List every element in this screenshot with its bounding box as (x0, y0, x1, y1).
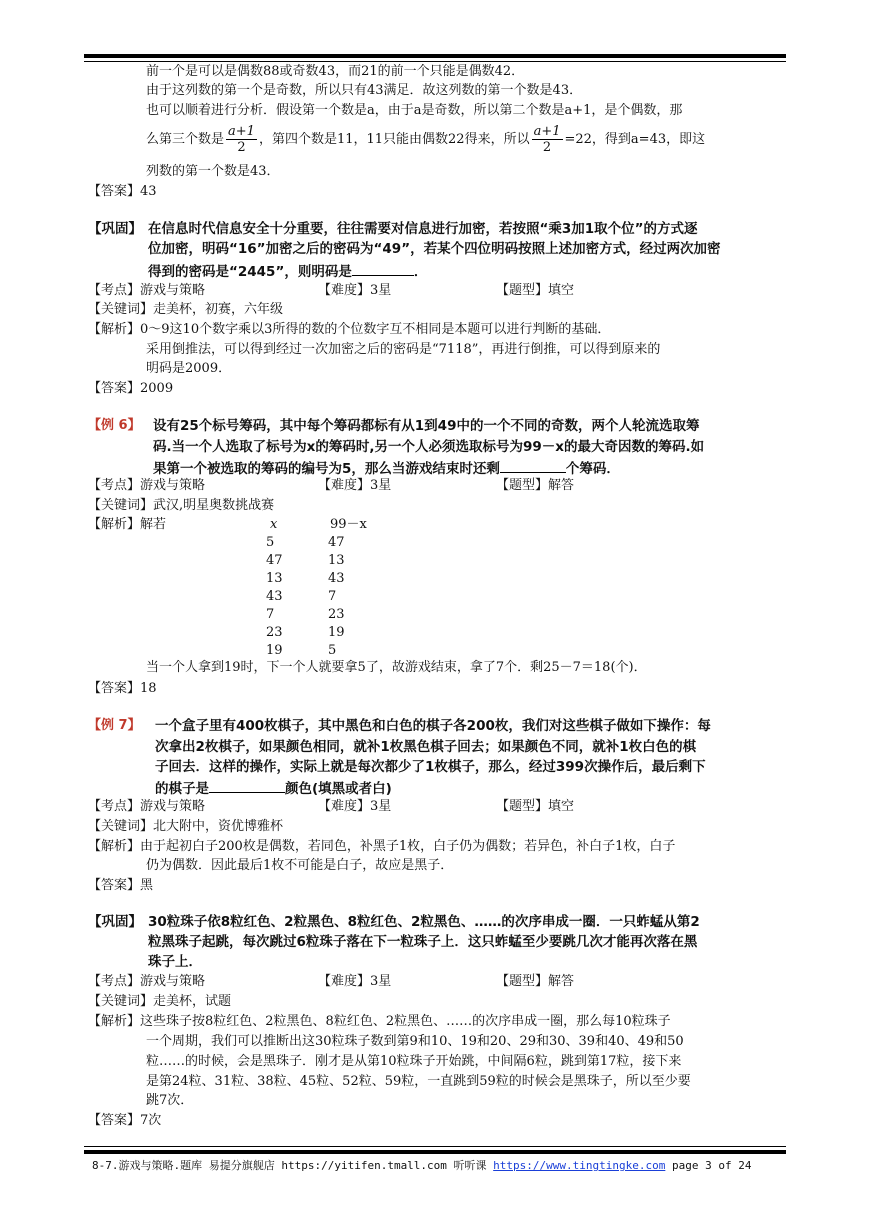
answer-line (88, 680, 157, 698)
label: 【考点】 (88, 478, 141, 493)
answer-value: 43 (140, 184, 157, 199)
answer-line (88, 1112, 161, 1130)
question-text: ． (413, 264, 428, 280)
answer-label: 【答案】 (88, 878, 141, 893)
meta-keywords (88, 497, 274, 515)
table-cell-x: 5 (266, 535, 275, 550)
question-line: 粒黑珠子起跳，每次跳过6粒珠子落在下一粒珠子上．这只蚱蜢至少要跳几次才能再次落在黑 (148, 934, 698, 950)
analysis-line: 粒……的时候，会是黑珠子．刚才是从第10粒珠子开始跳，中间隔6粒，跳到第17粒，接下来 (146, 1054, 682, 1069)
question-line: 一个盒子里有400枚棋子，其中黑色和白色的棋子各200枚，我们对这些棋子做如下操作：每 (155, 718, 711, 734)
meta-nandu (318, 477, 391, 495)
meta-keywords (88, 818, 283, 836)
fraction-denominator: 2 (542, 140, 552, 155)
table-cell-99-minus-x: 13 (328, 553, 345, 568)
answer-blank (352, 261, 414, 276)
value: 游戏与策略 (140, 799, 206, 814)
fraction-numerator: a+1 (533, 124, 561, 139)
answer-line (88, 877, 153, 895)
table-cell-x: 13 (266, 571, 283, 586)
analysis-line: 跳7次． (146, 1093, 194, 1108)
answer-line (88, 380, 173, 398)
analysis-line: 仍为偶数．因此最后1枚不可能是白子，故应是黑子． (146, 858, 454, 873)
value: 3星 (370, 478, 392, 493)
label: 【考点】 (88, 974, 141, 989)
table-cell-99-minus-x: 5 (328, 643, 337, 658)
question-line: 码.当一个人选取了标号为x的筹码时,另一个人必须选取标号为99－x的最大奇因数的筹码.如 (153, 439, 705, 455)
question-line: 在信息时代信息安全十分重要，往往需要对信息进行加密，若按照“乘3加1取个位”的方式逐 (148, 221, 698, 237)
value: 解若 (140, 517, 167, 532)
table-cell-x: 19 (266, 643, 283, 658)
text-line: 列数的第一个数是43． (146, 164, 280, 179)
value: 3星 (370, 283, 392, 298)
question-line: 30粒珠子依8粒红色、2粒黑色、8粒红色、2粒黑色、……的次序串成一圈．一只蚱蜢从第2 (148, 914, 700, 930)
analysis-line: 是第24粒、31粒、38粒、45粒、52粒、59粒，一直跳到59粒的时候会是黑珠子，所以至少要 (146, 1074, 691, 1089)
value: 这些珠子按8粒红色、2粒黑色、8粒红色、2粒黑色、……的次序串成一圈，那么每10粒珠子 (140, 1014, 671, 1029)
answer-blank (209, 778, 285, 793)
footer-text: 8-7.游戏与策略.题库 易提分旗舰店 https://yitifen.tmall.com 听听课 (92, 1159, 494, 1172)
answer-label: 【答案】 (88, 184, 141, 199)
value: 游戏与策略 (140, 974, 206, 989)
analysis-line: 一个周期，我们可以推断出这30粒珠子数到第9和10、19和20、29和30、39和40、49和50 (146, 1034, 684, 1049)
text-fragment: 么第三个数是 (146, 132, 225, 147)
question-line: 设有25个标号筹码，其中每个筹码都标有从1到49中的一个不同的奇数，两个人轮流选取筹 (153, 418, 700, 434)
answer-value: 黑 (140, 878, 154, 893)
label: 【关键词】 (88, 302, 154, 317)
question-text: 的棋子是 (155, 781, 209, 797)
label: 【考点】 (88, 799, 141, 814)
answer-label: 【答案】 (88, 1113, 141, 1128)
label: 【难度】 (318, 799, 371, 814)
question-line: 子回去．这样的操作，实际上就是每次都少了1枚棋子，那么，经过399次操作后，最后剩下 (155, 759, 706, 775)
value: 走美杯，初赛，六年级 (153, 302, 284, 317)
text-fragment: ，第四个数是11，11只能由偶数22得来，所以 (258, 132, 530, 147)
table-header-x: x (270, 517, 278, 532)
analysis-head (88, 516, 166, 534)
meta-kaodian (88, 798, 205, 816)
text-fragment: =22，得到a=43，即这 (564, 132, 706, 147)
fraction (226, 124, 257, 155)
question-line: 珠子上． (148, 954, 202, 970)
answer-value: 2009 (140, 381, 174, 396)
table-cell-x: 23 (266, 625, 283, 640)
header-rule-thick (84, 54, 786, 58)
fraction-numerator: a+1 (228, 124, 255, 139)
meta-nandu (318, 973, 391, 991)
answer-value: 7次 (140, 1113, 162, 1128)
table-cell-99-minus-x: 19 (328, 625, 345, 640)
meta-nandu (318, 282, 391, 300)
text-line: 也可以顺着进行分析．假设第一个数是a，由于a是奇数，所以第二个数是a+1，是个偶数，那 (146, 103, 683, 118)
value: 游戏与策略 (140, 478, 206, 493)
label: 【难度】 (318, 974, 371, 989)
label: 【题型】 (496, 974, 549, 989)
label: 【题型】 (496, 799, 549, 814)
footer-rule-thick (84, 1150, 786, 1154)
page-number: page 3 of 24 (665, 1159, 752, 1172)
footer-link[interactable]: https://www.tingtingke.com (493, 1159, 666, 1172)
value: 解答 (548, 478, 575, 493)
label: 【解析】 (88, 839, 141, 854)
question-line (148, 261, 427, 281)
value: 填空 (548, 283, 575, 298)
example-tag: 【例 6】 (88, 418, 141, 433)
label: 【解析】 (88, 1014, 141, 1029)
answer-value: 18 (140, 681, 157, 696)
footer-rule-thin (84, 1146, 786, 1147)
table-header-99-x: 99－x (330, 517, 367, 532)
label: 【解析】 (88, 322, 141, 337)
fraction-denominator: 2 (237, 140, 246, 155)
table-cell-99-minus-x: 47 (328, 535, 345, 550)
value: 解答 (548, 974, 575, 989)
question-line (155, 778, 392, 798)
label: 【题型】 (496, 478, 549, 493)
answer-line (88, 183, 157, 201)
value: 填空 (548, 799, 575, 814)
header-rule-thin (84, 61, 786, 62)
table-cell-x: 47 (266, 553, 283, 568)
label: 【关键词】 (88, 994, 154, 1009)
label: 【关键词】 (88, 498, 154, 513)
analysis-conclusion: 当一个人拿到19时，下一个人就要拿5了，故游戏结束，拿了7个．剩25－7＝18(个)． (146, 660, 647, 675)
label: 【考点】 (88, 283, 141, 298)
label: 【解析】 (88, 517, 141, 532)
table-cell-99-minus-x: 7 (328, 589, 337, 604)
meta-keywords (88, 993, 231, 1011)
section-tag: 【巩固】 (88, 914, 142, 930)
value: 3星 (370, 974, 392, 989)
label: 【题型】 (496, 283, 549, 298)
answer-blank (500, 458, 566, 473)
meta-tixing (496, 973, 574, 991)
label: 【关键词】 (88, 819, 154, 834)
meta-nandu (318, 798, 391, 816)
meta-tixing (496, 798, 574, 816)
page-footer (92, 1157, 751, 1173)
meta-kaodian (88, 477, 205, 495)
table-cell-99-minus-x: 23 (328, 607, 345, 622)
label: 【难度】 (318, 283, 371, 298)
meta-tixing (496, 477, 574, 495)
text-line: 前一个是可以是偶数88或奇数43，而21的前一个只能是偶数42． (146, 64, 525, 79)
table-cell-x: 43 (266, 589, 283, 604)
meta-keywords (88, 301, 283, 319)
fraction (532, 124, 563, 155)
question-text: 颜色(填黑或者白) (285, 781, 392, 797)
meta-kaodian (88, 282, 205, 300)
value: 0～9这10个数字乘以3所得的数的个位数字互不相同是本题可以进行判断的基础． (140, 322, 611, 337)
meta-tixing (496, 282, 574, 300)
question-text: 果第一个被选取的筹码的编号为5，那么当游戏结束时还剩 (153, 461, 500, 477)
value: 北大附中，资优博雅杯 (153, 819, 284, 834)
answer-label: 【答案】 (88, 681, 141, 696)
analysis-line (88, 321, 610, 339)
section-tag: 【巩固】 (88, 221, 142, 237)
question-line: 次拿出2枚棋子，如果颜色相同，就补1枚黑色棋子回去；如果颜色不同，就补1枚白色的棋 (155, 739, 697, 755)
question-line (153, 458, 620, 478)
question-text: 个筹码． (565, 461, 620, 477)
meta-kaodian (88, 973, 205, 991)
example-tag: 【例 7】 (88, 718, 141, 733)
text-line-with-fraction (146, 124, 705, 155)
analysis-line (88, 838, 675, 856)
label: 【难度】 (318, 478, 371, 493)
value: 3星 (370, 799, 392, 814)
table-cell-x: 7 (266, 607, 275, 622)
table-cell-99-minus-x: 43 (328, 571, 345, 586)
value: 游戏与策略 (140, 283, 206, 298)
question-text: 得到的密码是“2445”，则明码是 (148, 264, 352, 280)
analysis-line (88, 1013, 671, 1031)
value: 武汉,明星奥数挑战赛 (153, 498, 275, 513)
analysis-line: 采用倒推法，可以得到经过一次加密之后的密码是“7118”，再进行倒推，可以得到原来的 (146, 342, 661, 357)
value: 由于起初白子200枚是偶数，若同色，补黑子1枚，白子仍为偶数；若异色，补白子1枚，白子 (140, 839, 676, 854)
answer-label: 【答案】 (88, 381, 141, 396)
analysis-line: 明码是2009． (146, 361, 232, 376)
value: 走美杯，试题 (153, 994, 232, 1009)
text-line: 由于这列数的第一个是奇数，所以只有43满足．故这列数的第一个数是43． (146, 83, 583, 98)
question-line: 位加密，明码“16”加密之后的密码为“49”，若某个四位明码按照上述加密方式，经过两次加密 (148, 241, 721, 257)
